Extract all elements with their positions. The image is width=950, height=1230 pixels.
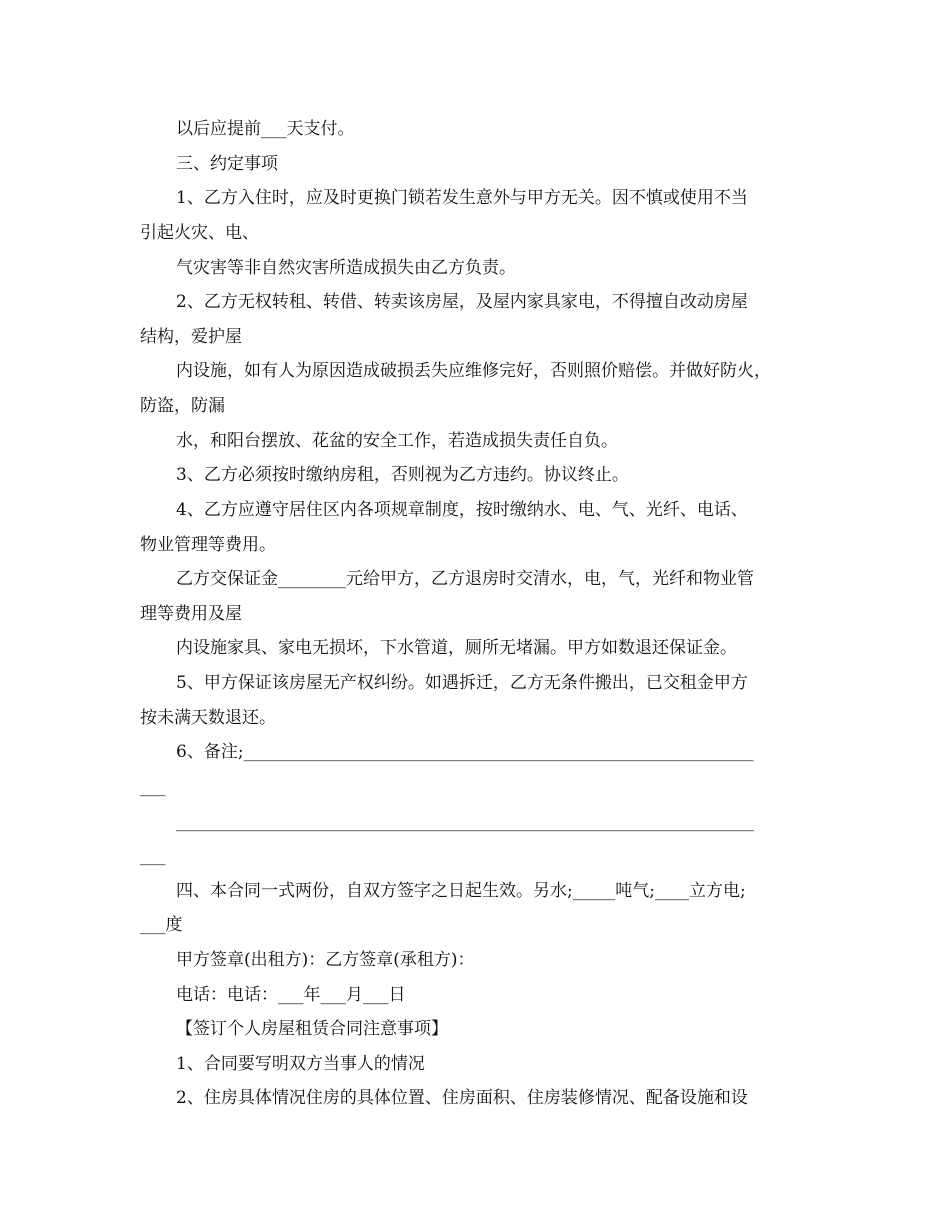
text-line: 四、本合同一式两份，自双方签字之日起生效。另水;_____吨气;____立方电; [176,881,746,901]
text-line: 按未满天数退还。 [140,708,276,728]
notes-heading: 【签订个人房屋租赁合同注意事项】 [176,1019,448,1039]
text-line: 防盗，防漏 [140,396,225,416]
text-line: 以后应提前___天支付。 [176,119,355,139]
text-line: 气灾害等非自然灾害所造成损失由乙方负责。 [176,258,516,278]
text-line: ___度 [140,915,183,935]
text-line: 结构，爱护屋 [140,327,242,347]
section-heading: 三、约定事项 [176,154,278,174]
phone-date-line: 电话：电话：___年___月___日 [176,985,406,1005]
text-line: 内设施家具、家电无损坏，下水管道，厕所无堵漏。甲方如数退还保证金。 [176,638,737,658]
text-line: 引起火灾、电、 [140,223,259,243]
remarks-line: ___ [140,777,166,797]
text-line: 2、乙方无权转租、转借、转卖该房屋，及屋内家具家电，不得擅自改动房屋 [176,292,748,312]
text-line: 5、甲方保证该房屋无产权纠纷。如遇拆迁，乙方无条件搬出，已交租金甲方 [176,673,748,693]
remarks-line: ____________________________________________________________________ [176,812,754,832]
signature-line: 甲方签章(出租方)：乙方签章(承租方)： [176,950,475,970]
text-line: 3、乙方必须按时缴纳房租，否则视为乙方违约。协议终止。 [176,465,629,485]
text-line: 2、住房具体情况住房的具体位置、住房面积、住房装修情况、配备设施和设 [176,1088,748,1108]
text-line: 内设施，如有人为原因造成破损丢失应维修完好，否则照价赔偿。并做好防火， [176,361,771,381]
text-line: 物业管理等费用。 [140,535,276,555]
text-line: 理等费用及屋 [140,604,242,624]
text-line: 1、合同要写明双方当事人的情况 [176,1054,425,1074]
text-line: 4、乙方应遵守居住区内各项规章制度，按时缴纳水、电、气、光纤、电话、 [176,500,748,520]
text-line: 乙方交保证金________元给甲方，乙方退房时交清水，电，气，光纤和物业管 [176,569,754,589]
remarks-line: ___ [140,846,166,866]
text-line: 1、乙方入住时，应及时更换门锁若发生意外与甲方无关。因不慎或使用不当 [176,188,748,208]
remarks-line: 6、备注;____________________________________________________________ [176,742,754,762]
text-line: 水，和阳台摆放、花盆的安全工作，若造成损失责任自负。 [176,431,618,451]
